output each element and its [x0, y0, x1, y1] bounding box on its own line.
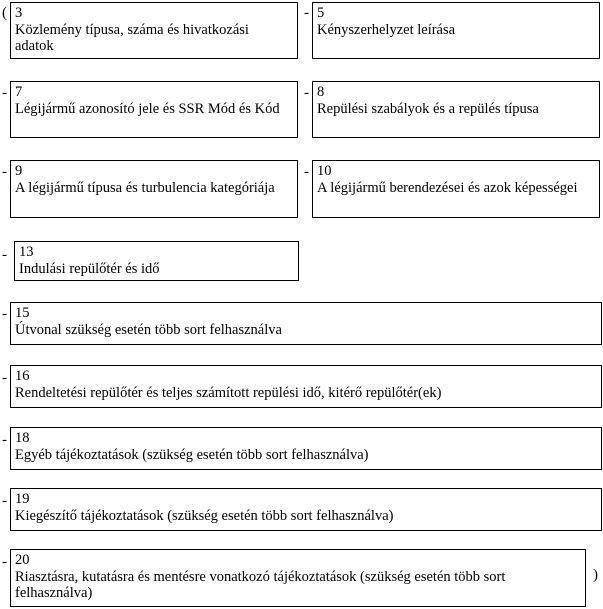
field-15-box [10, 302, 602, 345]
field-5-box [312, 2, 600, 59]
field-20-dash: - [2, 554, 7, 570]
field-10-number: 10 [317, 163, 332, 179]
field-13-label: Indulási repülőtér és idő [19, 260, 160, 277]
field-7-label: Légijármű azonosító jele és SSR Mód és Kód [15, 100, 280, 117]
field-13-dash: - [2, 247, 7, 263]
field-8-dash: - [304, 85, 309, 101]
field-10-dash: - [304, 164, 309, 180]
field-15-number: 15 [15, 305, 30, 321]
field-18-box [10, 427, 602, 470]
field-3-box [10, 2, 298, 59]
field-9-label: A légijármű típusa és turbulencia kategóriája [15, 179, 275, 196]
field-8-number: 8 [317, 84, 325, 100]
field-19-label: Kiegészítő tájékoztatások (szükség esetén több sort felhasználva) [15, 507, 394, 524]
field-7-number: 7 [15, 84, 23, 100]
field-16-number: 16 [15, 368, 30, 384]
field-16-label: Rendeltetési repülőtér és teljes számított repülési idő, kitérő repülőtér(ek) [15, 384, 442, 401]
close-parenthesis: ) [593, 567, 598, 583]
field-20-box [10, 549, 586, 607]
field-5-dash: - [304, 5, 309, 21]
field-10-box [312, 160, 600, 218]
field-8-label: Repülési szabályok és a repülés típusa [317, 100, 539, 117]
field-9-number: 9 [15, 163, 23, 179]
field-5-label: Kényszerhelyzet leírása [317, 21, 456, 38]
field-3-number: 3 [15, 5, 23, 21]
field-13-number: 13 [19, 244, 34, 260]
field-18-number: 18 [15, 430, 30, 446]
field-16-dash: - [2, 370, 7, 386]
field-20-number: 20 [15, 552, 30, 568]
field-9-dash: - [2, 164, 7, 180]
field-15-dash: - [2, 306, 7, 322]
open-parenthesis: ( [2, 5, 7, 21]
field-15-label: Útvonal szükség esetén több sort felhasználva [15, 321, 282, 338]
field-19-dash: - [2, 493, 7, 509]
field-13-box [14, 241, 299, 281]
field-19-box [10, 488, 602, 531]
field-5-number: 5 [317, 5, 325, 21]
field-8-box [312, 81, 600, 138]
field-16-box [10, 365, 602, 408]
field-20-label: Riasztásra, kutatásra és mentésre vonatkozó tájékoztatások (szükség esetén több sort felhasználva) [15, 568, 506, 602]
field-19-number: 19 [15, 491, 30, 507]
field-10-label: A légijármű berendezései és azok képességei [317, 179, 578, 196]
field-3-label: Közlemény típusa, száma és hivatkozási adatok [15, 21, 249, 55]
field-9-box [10, 160, 298, 218]
field-18-dash: - [2, 432, 7, 448]
field-7-box [10, 81, 298, 138]
field-7-dash: - [2, 85, 7, 101]
field-18-label: Egyéb tájékoztatások (szükség esetén több sort felhasználva) [15, 446, 369, 463]
